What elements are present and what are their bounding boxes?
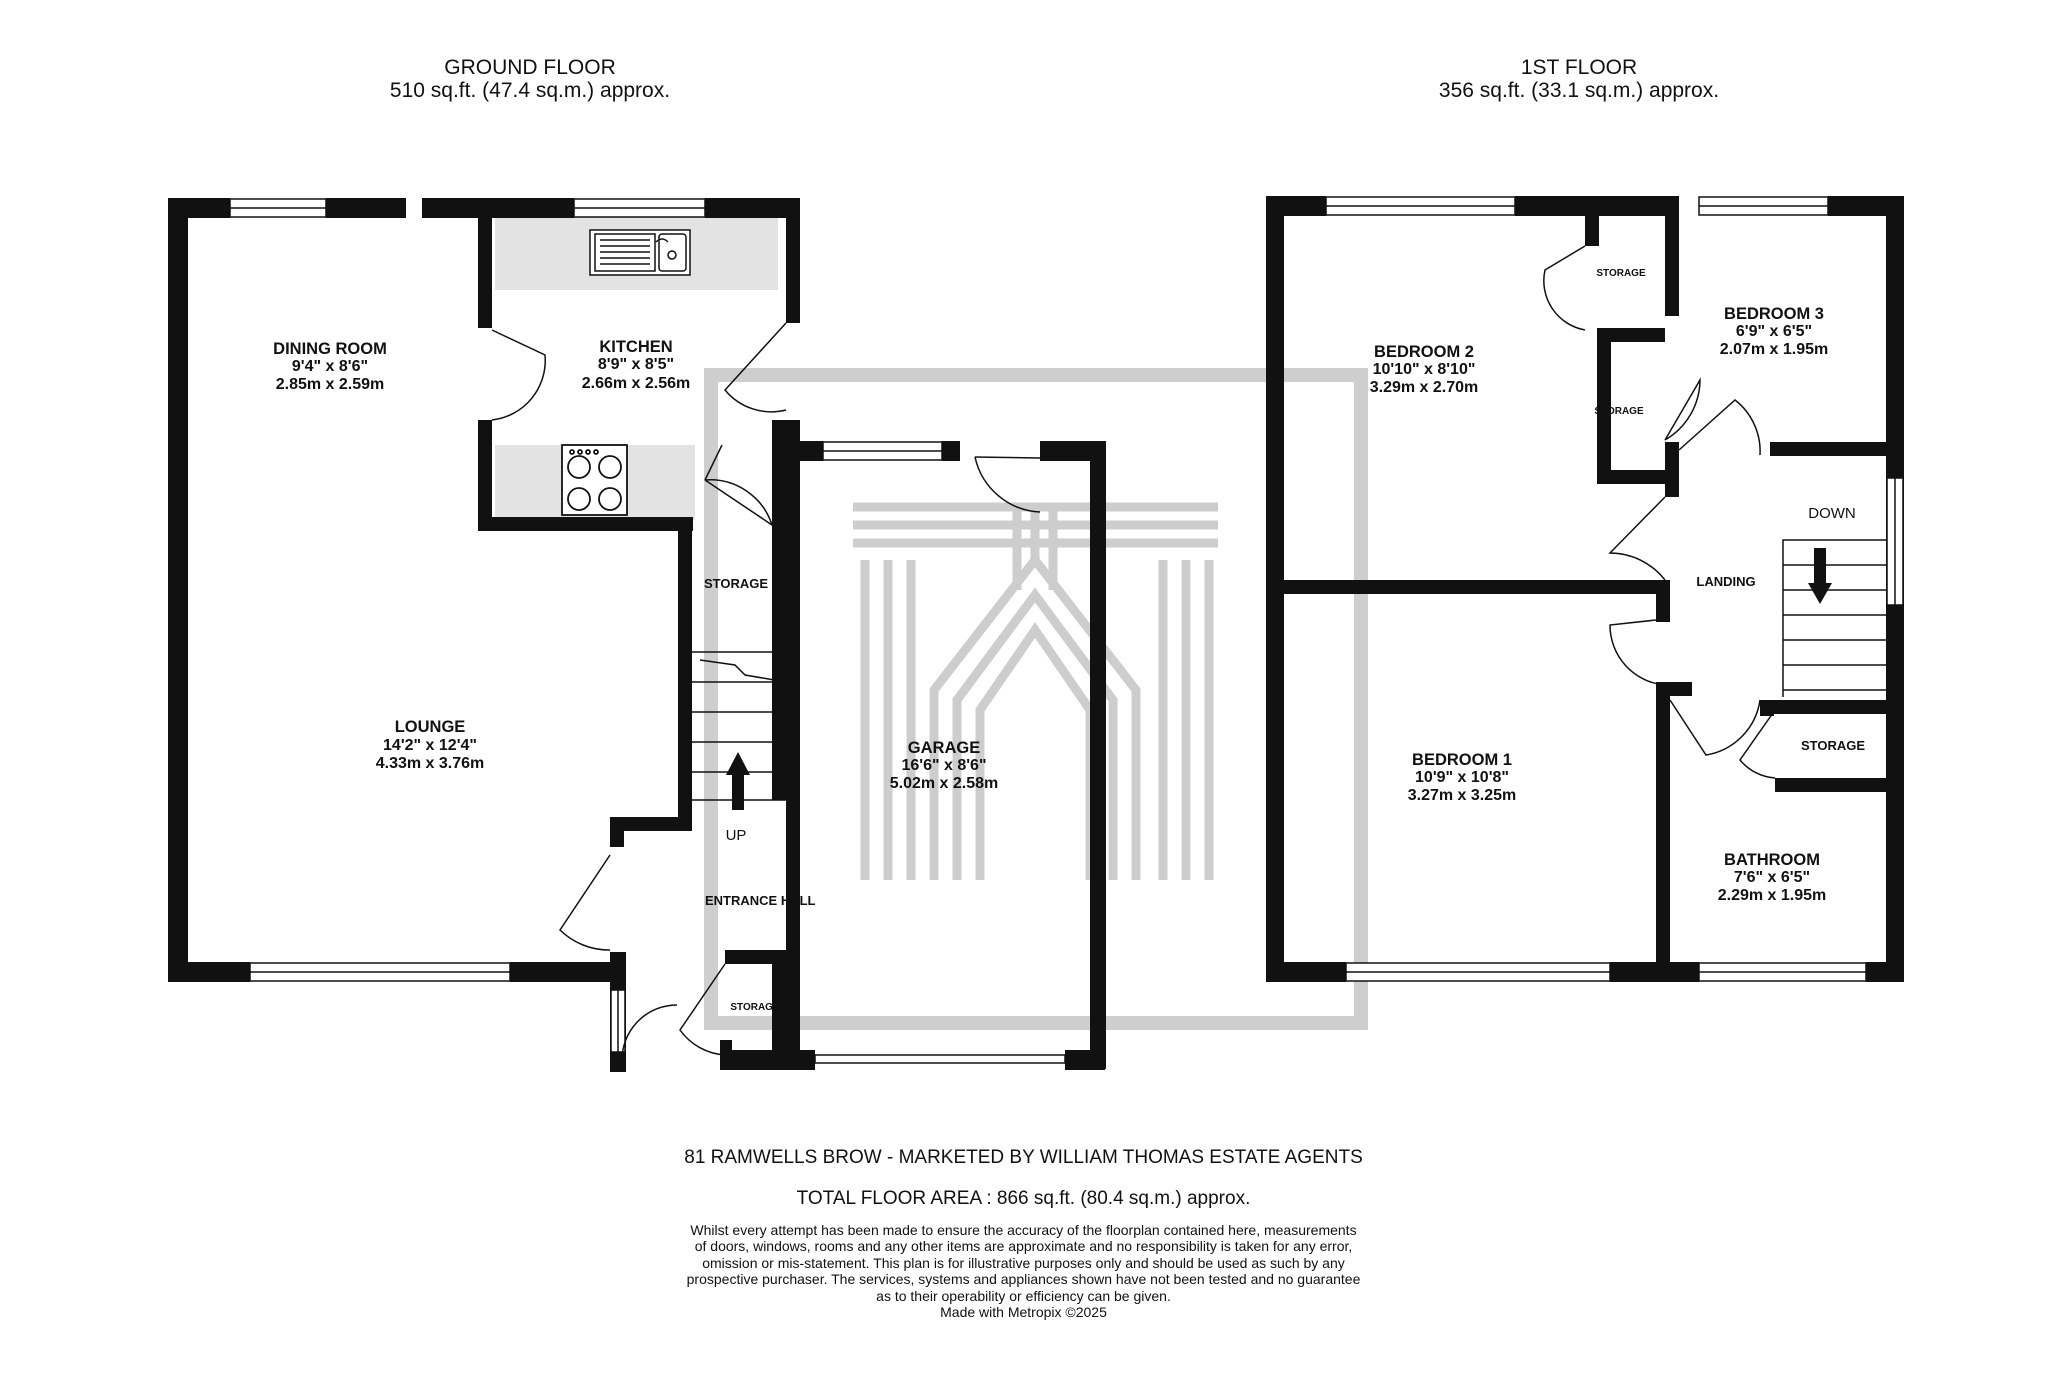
lounge-label: [376, 718, 485, 772]
stairs-down-label: DOWN: [1808, 505, 1856, 522]
svg-text:2.85m x 2.59m: 2.85m x 2.59m: [275, 376, 385, 393]
svg-text:DINING ROOM: DINING ROOM: [273, 340, 387, 358]
disclaimer-line: omission or mis-statement. This plan is for illustrative purposes only and should be used as such by any: [702, 1254, 1345, 1271]
hob-icon: [562, 445, 627, 515]
svg-text:9'4" x 8'6": 9'4" x 8'6": [291, 358, 369, 375]
svg-text:8'9" x 8'5": 8'9" x 8'5": [597, 356, 675, 373]
svg-text:BATHROOM: BATHROOM: [1724, 851, 1820, 869]
bathroom-label: [1718, 851, 1827, 904]
watermark-logo: [711, 375, 1361, 1023]
first-storage-2-label: STORAGE: [1594, 406, 1644, 417]
svg-text:10'9" x 10'8": 10'9" x 10'8": [1415, 769, 1509, 786]
svg-text:2.29m x 1.95m: 2.29m x 1.95m: [1717, 887, 1827, 904]
svg-text:BEDROOM 1: BEDROOM 1: [1412, 751, 1512, 769]
kitchen-label: [582, 338, 691, 392]
property-title: 81 RAMWELLS BROW - MARKETED BY WILLIAM THOMAS ESTATE AGENTS: [684, 1147, 1363, 1168]
svg-text:LOUNGE: LOUNGE: [394, 718, 466, 736]
stairs-up-label: UP: [725, 827, 747, 844]
first-storage-3-label: STORAGE: [1800, 738, 1866, 753]
total-floor-area: TOTAL FLOOR AREA : 866 sq.ft. (80.4 sq.m.) approx.: [796, 1188, 1251, 1209]
disclaimer-line: Whilst every attempt has been made to ensure the accuracy of the floorplan contained here, measurements: [690, 1222, 1357, 1238]
disclaimer-line: as to their operability or efficiency can be given.: [876, 1287, 1171, 1304]
svg-text:7'6" x 6'5": 7'6" x 6'5": [1733, 869, 1811, 886]
entrance-hall-label: ENTRANCE HALL: [705, 893, 816, 908]
dining-room-label: [273, 340, 387, 393]
svg-text:BEDROOM 3: BEDROOM 3: [1724, 305, 1824, 323]
landing-label: LANDING: [1696, 574, 1756, 589]
disclaimer-line: prospective purchaser. The services, systems and appliances shown have not been tested and no guarantee: [686, 1271, 1361, 1288]
svg-text:BEDROOM 2: BEDROOM 2: [1374, 343, 1474, 361]
svg-text:KITCHEN: KITCHEN: [599, 338, 673, 356]
first-stairs: [1783, 540, 1886, 697]
disclaimer: [0, 1222, 2047, 1320]
disclaimer-line: of doors, windows, rooms and any other items are approximate and no responsibility is taken for any error,: [694, 1238, 1353, 1255]
stairs-down-arrow: [1808, 548, 1832, 604]
ground-floor-windows: [230, 199, 1065, 1063]
first-floor-area: 356 sq.ft. (33.1 sq.m.) approx.: [1438, 79, 1720, 102]
first-floor-title: 1ST FLOOR: [1520, 56, 1638, 79]
svg-text:16'6" x 8'6": 16'6" x 8'6": [901, 757, 987, 774]
sink-icon: [590, 230, 690, 275]
ground-storage-lower-label: STORAGE: [730, 1002, 780, 1013]
svg-text:5.02m x 2.58m: 5.02m x 2.58m: [889, 775, 999, 792]
first-storage-1-label: STORAGE: [1596, 268, 1646, 279]
stairs-up-arrow: [726, 752, 750, 810]
svg-text:6'9" x 6'5": 6'9" x 6'5": [1735, 323, 1813, 340]
svg-text:GARAGE: GARAGE: [907, 739, 981, 757]
svg-text:2.66m x 2.56m: 2.66m x 2.56m: [581, 375, 691, 392]
bedroom-1-label: [1408, 751, 1517, 804]
ground-storage-upper-label: STORAGE: [703, 576, 769, 591]
svg-text:10'10" x 8'10": 10'10" x 8'10": [1372, 361, 1476, 378]
svg-text:14'2" x 12'4": 14'2" x 12'4": [383, 737, 477, 754]
bedroom-2-label: [1370, 343, 1479, 396]
bedroom-3-label: [1720, 305, 1829, 358]
svg-text:4.33m x 3.76m: 4.33m x 3.76m: [375, 755, 485, 772]
svg-text:2.07m x 1.95m: 2.07m x 1.95m: [1719, 341, 1829, 358]
svg-text:3.27m x 3.25m: 3.27m x 3.25m: [1407, 787, 1517, 804]
ground-floor-title: GROUND FLOOR: [444, 56, 616, 79]
ground-floor-area: 510 sq.ft. (47.4 sq.m.) approx.: [389, 79, 671, 102]
ground-floor-walls: [168, 198, 1106, 1072]
svg-text:3.29m x 2.70m: 3.29m x 2.70m: [1369, 379, 1479, 396]
credit-line: Made with Metropix ©2025: [940, 1304, 1107, 1321]
